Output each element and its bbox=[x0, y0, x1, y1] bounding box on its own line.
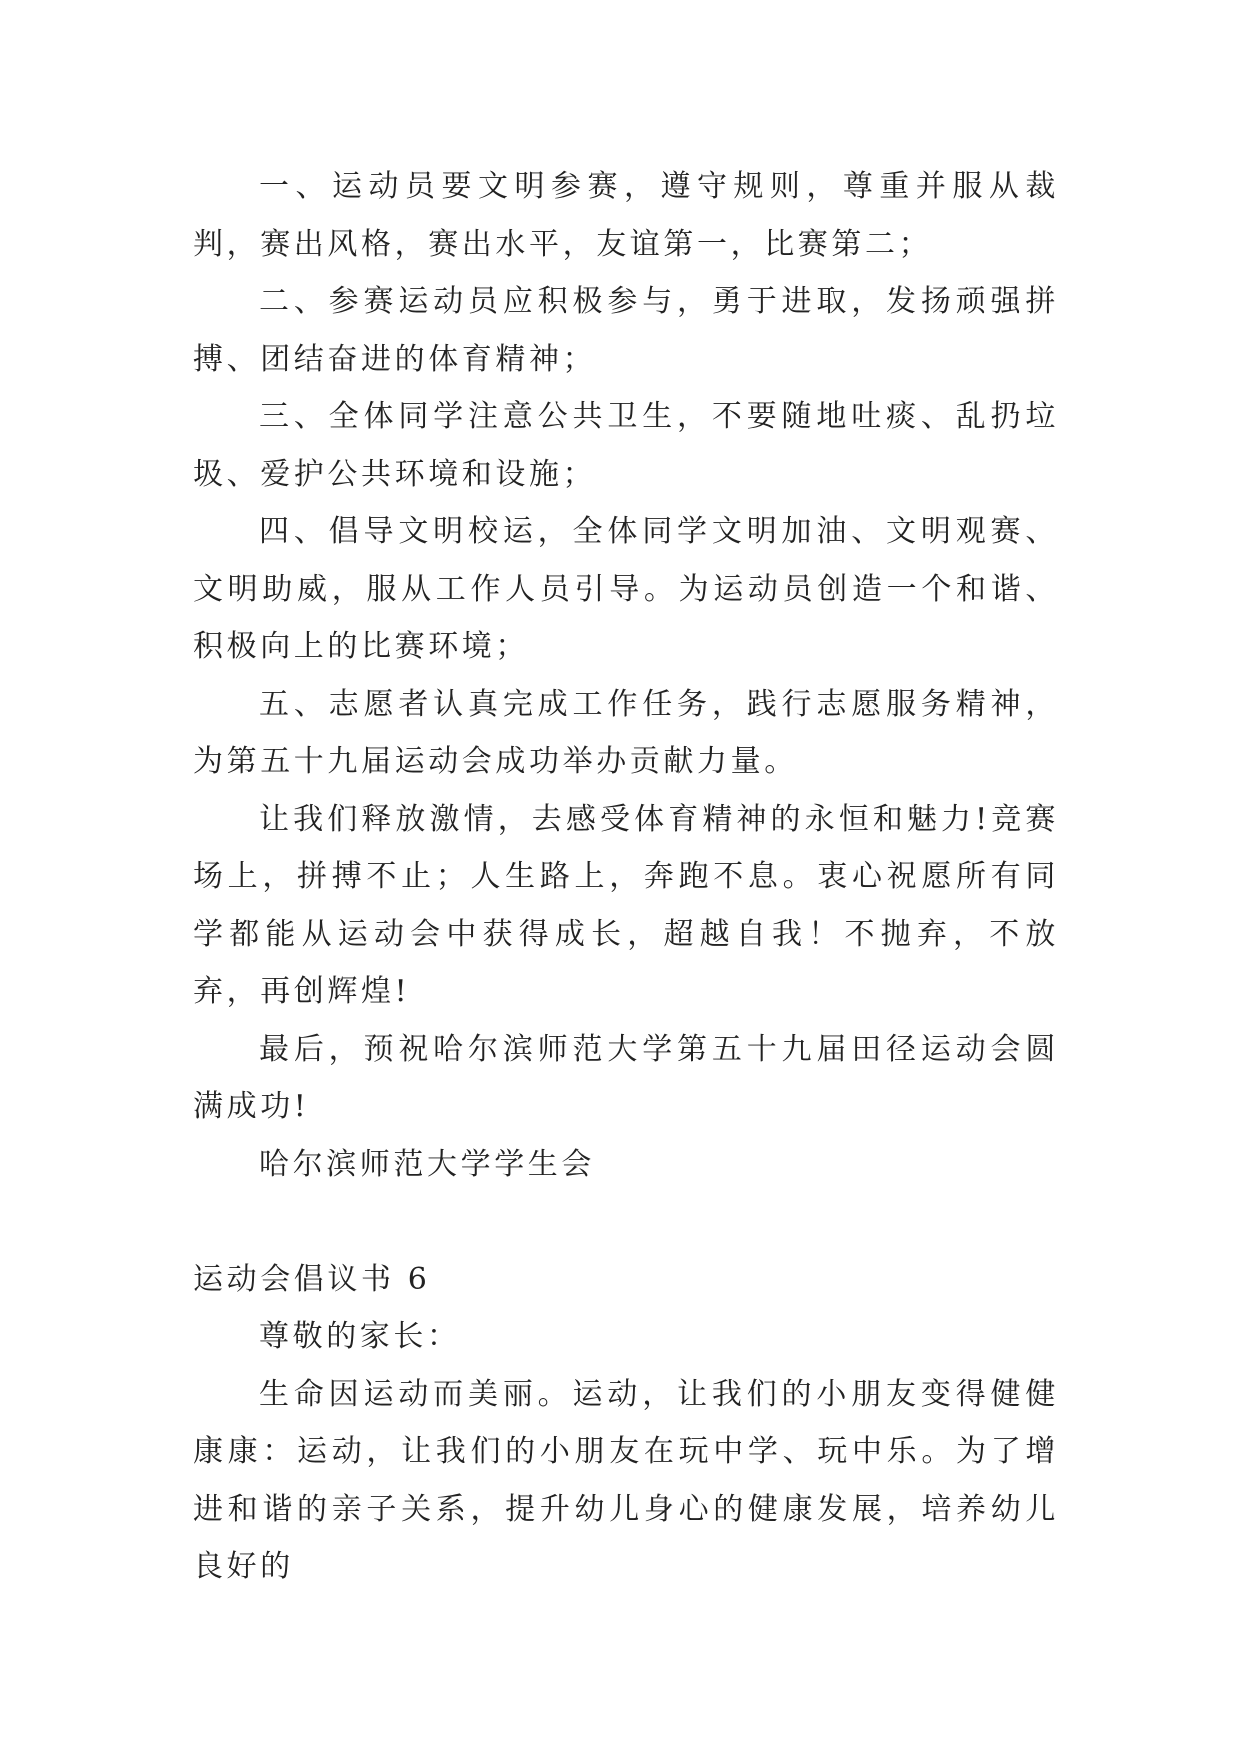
rule-paragraph-1: 一、运动员要文明参赛，遵守规则，尊重并服从裁判，赛出风格，赛出水平，友谊第一，比赛第二； bbox=[193, 169, 1059, 262]
rule-paragraph-2: 二、参赛运动员应积极参与，勇于进取，发扬顽强拼搏、团结奋进的体育精神； bbox=[193, 284, 1059, 377]
section-gap bbox=[193, 1193, 1059, 1251]
final-wish-paragraph: 最后，预祝哈尔滨师范大学第五十九届田径运动会圆满成功! bbox=[193, 1031, 1059, 1124]
salutation: 尊敬的家长： bbox=[259, 1319, 461, 1354]
closing-paragraph: 让我们释放激情，去感受体育精神的永恒和魅力!竞赛场上，拼搏不止；人生路上，奔跑不息。衷心祝愿所有同学都能从运动会中获得成长，超越自我！不抛弃，不放弃，再创辉煌! bbox=[193, 801, 1059, 1009]
signature: 哈尔滨师范大学学生会 bbox=[259, 1146, 595, 1182]
document-body bbox=[193, 158, 1059, 1596]
rule-paragraph-4: 四、倡导文明校运，全体同学文明加油、文明观赛、文明助威，服从工作人员引导。为运动员创造一个和谐、积极向上的比赛环境； bbox=[193, 514, 1059, 664]
rule-paragraph-5: 五、志愿者认真完成工作任务，践行志愿服务精神，为第五十九届运动会成功举办贡献力量。 bbox=[193, 686, 1059, 779]
section-heading: 运动会倡议书 6 bbox=[193, 1261, 431, 1297]
intro-paragraph: 生命因运动而美丽。运动，让我们的小朋友变得健健康康：运动，让我们的小朋友在玩中学、玩中乐。为了增进和谐的亲子关系，提升幼儿身心的健康发展，培养幼儿良好的 bbox=[193, 1376, 1059, 1584]
rule-paragraph-3: 三、全体同学注意公共卫生，不要随地吐痰、乱扔垃圾、爱护公共环境和设施； bbox=[193, 399, 1059, 492]
